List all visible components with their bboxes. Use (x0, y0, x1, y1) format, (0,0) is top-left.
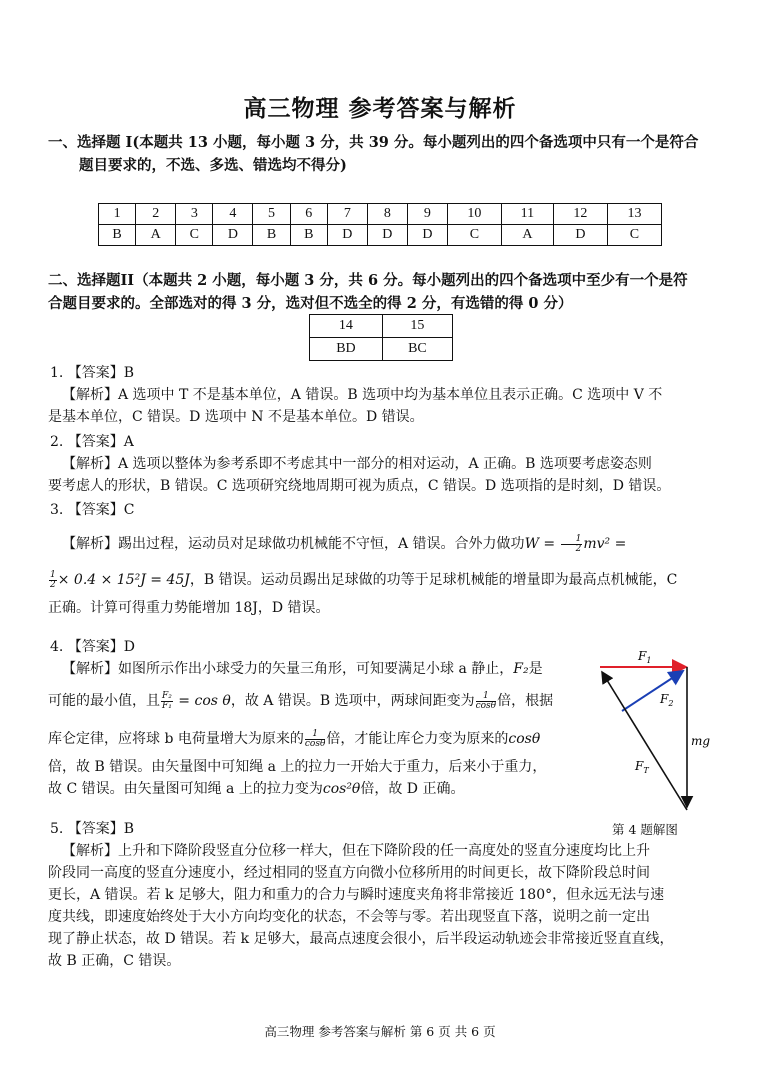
q3-formula: W = (524, 536, 560, 552)
table-cell: 5 (253, 204, 290, 225)
frac-den: cosθ (475, 700, 497, 711)
force-triangle-diagram (590, 645, 720, 820)
frac-den: F₁ (162, 700, 172, 711)
q4-line (48, 690, 588, 712)
q5-line: 故 B 正确，C 错误。 (48, 953, 181, 969)
frac-num: 1 (476, 692, 497, 702)
table-cell: D (407, 225, 447, 246)
section2-heading (48, 269, 728, 315)
q3-line (48, 568, 716, 592)
frac-num: 1 (561, 535, 583, 545)
q1-answer-heading: 1. 【答案】B (50, 365, 135, 381)
mg-label: mg (691, 734, 711, 748)
f2-vector-arrow (622, 671, 683, 711)
f2-label: $F_2$ (660, 692, 674, 708)
q4-answer-heading: 4. 【答案】D (50, 639, 136, 655)
frac-den: cosθ (304, 738, 326, 749)
q4-formula: cosθ (508, 731, 541, 747)
q3-explanation (48, 532, 716, 620)
table-cell: 14 (310, 315, 383, 338)
section1-heading (48, 131, 728, 177)
q4-line (48, 728, 588, 750)
q4-line: 倍，故 B 错误。由矢量图中可知绳 a 上的拉力一开始大于重力，后来小于重力， (48, 759, 547, 775)
q4-explanation (48, 658, 588, 800)
answer-table-1 (98, 203, 662, 246)
q4-line (48, 658, 588, 680)
q1-explanation (48, 384, 716, 428)
table-cell: C (607, 225, 661, 246)
q4-fraction (161, 692, 173, 711)
frac-num: F₂ (162, 690, 172, 701)
q4-formula: = cos θ (173, 693, 231, 709)
table-cell: BD (310, 338, 383, 361)
answer-table-2 (309, 314, 453, 361)
table-cell: C (176, 225, 213, 246)
q4-fraction (476, 692, 497, 711)
q5-line: 度共线，即速度始终处于大小方向均变化的状态，不会等与零。若出现竖直下落，说明之前一定出 (48, 909, 650, 925)
table-cell: A (136, 225, 176, 246)
q4-text: ，故 A 错误。B 选项中，两球间距变为 (230, 693, 475, 709)
q2-explanation (48, 453, 716, 497)
q4-fraction (305, 730, 326, 749)
table-cell: 3 (176, 204, 213, 225)
q5-line: 现了静止状态，故 D 错误。若 k 足够大，最高点速度会很小，后半段运动轨迹会非常接近竖直直线， (48, 931, 674, 947)
q3-formula: × 0.4 × 15²J = 45J (57, 572, 190, 588)
section2-line1: 二、选择题II（本题共 2 小题，每小题 3 分，共 6 分。每小题列出的四个备选项中至少有一个是符 (48, 272, 688, 289)
table-cell: B (99, 225, 136, 246)
table-cell: B (253, 225, 290, 246)
table-cell: 8 (367, 204, 407, 225)
q3-formula: mv² = (583, 536, 627, 552)
q5-line: 更长，A 错误。若 k 足够大，阻力和重力的合力与瞬时速度夹角将非常接近 180°，但永远无法与速 (48, 887, 665, 903)
table-cell: 1 (99, 204, 136, 225)
q5-answer-heading: 5. 【答案】B (50, 821, 135, 837)
frac-den: 2 (575, 543, 582, 554)
q4-text: 倍，才能让库仑力变为原来的 (326, 731, 509, 747)
table-cell: 15 (382, 315, 452, 338)
section2-line2: 合题目要求的。全部选对的得 3 分，选对但不选全的得 2 分，有选错的得 0 分） (48, 295, 573, 312)
table-cell: 2 (136, 204, 176, 225)
table-cell: C (447, 225, 501, 246)
table-cell: D (367, 225, 407, 246)
q3-text: ，B 错误。运动员踢出足球做的功等于足球机械能的增量即为最高点机械能，C (189, 572, 678, 588)
table-cell: 9 (407, 204, 447, 225)
q3-answer-heading: 3. 【答案】C (50, 502, 135, 518)
q3-text: 【解析】踢出过程，运动员对足球做功机械能不守恒，A 错误。合外力做功 (62, 536, 525, 552)
q5-line: 【解析】上升和下降阶段竖直分位移一样大，但在下降阶段的任一高度处的竖直分速度均比上升 (62, 843, 650, 859)
frac-num: 1 (305, 730, 326, 740)
ft-label: $F_T$ (635, 759, 649, 775)
table1-number-row (99, 204, 662, 225)
q1-line: 是基本单位，C 错误。D 选项中 N 不是基本单位。D 错误。 (48, 409, 424, 425)
q4-text: 故 C 错误。由矢量图可知绳 a 上的拉力变为 (48, 781, 323, 797)
frac-den: 2 (50, 579, 56, 590)
table-cell: 6 (290, 204, 327, 225)
table-cell: 12 (553, 204, 607, 225)
section1-line1: 一、选择题 I(本题共 13 小题，每小题 3 分，共 39 分。每小题列出的四个备选项中只有一个是符合 (48, 134, 699, 151)
q4-formula: cos²θ (322, 781, 361, 797)
q4-line (48, 778, 588, 800)
table-cell: B (290, 225, 327, 246)
table-cell: 4 (213, 204, 253, 225)
table-cell: D (213, 225, 253, 246)
figure-caption: 第 4 题解图 (612, 822, 678, 837)
q3-fraction (49, 571, 57, 590)
q3-line (48, 532, 716, 556)
table-cell: BC (382, 338, 452, 361)
q4-formula: F₂ (513, 661, 529, 677)
table2-answer-row (310, 338, 453, 361)
page-footer: 高三物理 参考答案与解析 第 6 页 共 6 页 (264, 1024, 496, 1039)
ft-vector-arrow (602, 672, 687, 810)
q4-text: 倍，根据 (497, 693, 554, 709)
table-cell: A (501, 225, 553, 246)
q5-line: 阶段同一高度的竖直分速度小，经过相同的竖直方向微小位移所用的时间更长，故下降阶段总时间 (48, 865, 650, 881)
f1-label: $F_1$ (638, 649, 652, 665)
q4-text: 库仑定律，应将球 b 电荷量增大为原来的 (48, 731, 304, 747)
q4-text: 是 (528, 661, 543, 677)
q2-line: 要考虑人的形状，B 错误。C 选项研究绕地周期可视为质点，C 错误。D 选项指的是时刻，D 错误。 (48, 478, 671, 494)
q1-line: 【解析】A 选项中 T 不是基本单位，A 错误。B 选项中均为基本单位且表示正确。C 选项中 V 不 (62, 387, 663, 403)
q2-answer-heading: 2. 【答案】A (50, 434, 134, 450)
table2-number-row (310, 315, 453, 338)
q3-fraction (561, 535, 583, 554)
table-cell: D (327, 225, 367, 246)
q2-line: 【解析】A 选项以整体为参考系即不考虑其中一部分的相对运动，A 正确。B 选项要考虑姿态则 (62, 456, 652, 472)
table-cell: 11 (501, 204, 553, 225)
q3-line: 正确。计算可得重力势能增加 18J，D 错误。 (48, 600, 330, 616)
table-cell: 13 (607, 204, 661, 225)
section1-line2: 题目要求的，不选、多选、错选均不得分) (79, 157, 347, 174)
table1-answer-row (99, 225, 662, 246)
table-cell: D (553, 225, 607, 246)
table-cell: 10 (447, 204, 501, 225)
frac-num: 1 (50, 569, 56, 580)
table-cell: 7 (327, 204, 367, 225)
q4-text: 可能的最小值，且 (48, 693, 160, 709)
q5-explanation (48, 840, 716, 972)
page-title: 高三物理 参考答案与解析 (243, 95, 517, 122)
q4-text: 【解析】如图所示作出小球受力的矢量三角形，可知要满足小球 a 静止， (62, 661, 514, 677)
q4-text: 倍，故 D 正确。 (360, 781, 465, 797)
